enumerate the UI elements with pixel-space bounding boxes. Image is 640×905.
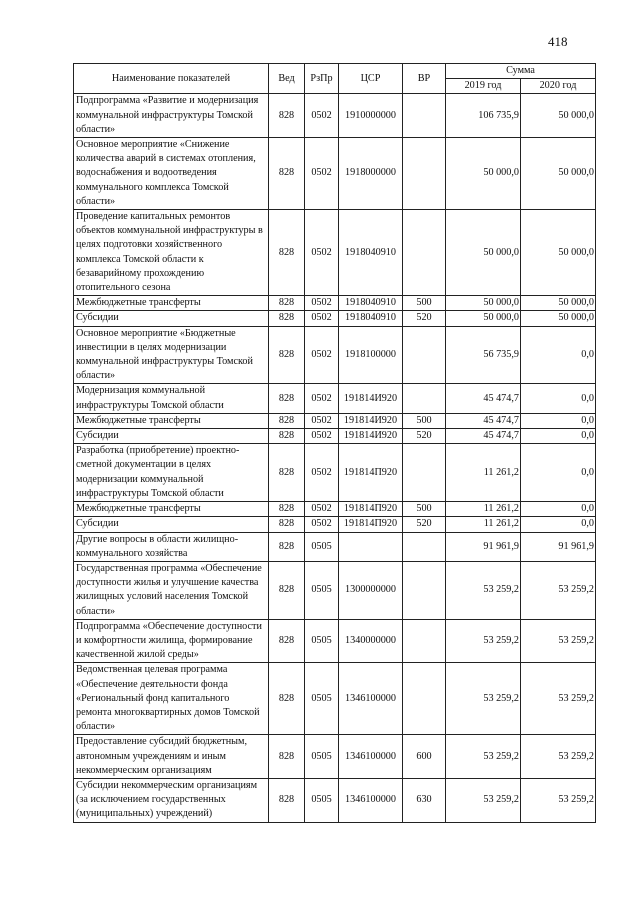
table-row <box>74 561 596 619</box>
cell-2019: 50 000,0 <box>446 138 521 210</box>
cell-2020: 0,0 <box>521 413 596 428</box>
cell-vr <box>403 326 446 384</box>
cell-csr: 191814И920 <box>339 413 403 428</box>
cell-vr <box>403 663 446 735</box>
cell-2020: 0,0 <box>521 502 596 517</box>
table-row <box>74 311 596 326</box>
cell-2019: 50 000,0 <box>446 311 521 326</box>
cell-csr: 1300000000 <box>339 561 403 619</box>
cell-2020: 50 000,0 <box>521 311 596 326</box>
cell-name: Межбюджетные трансферты <box>74 413 269 428</box>
cell-2019: 11 261,2 <box>446 444 521 502</box>
cell-2020: 50 000,0 <box>521 138 596 210</box>
cell-rzpr: 0502 <box>305 413 339 428</box>
cell-2020: 53 259,2 <box>521 778 596 822</box>
header-name: Наименование показателей <box>74 64 269 94</box>
cell-name: Проведение капитальных ремонтов объектов коммунальной инфраструктуры в целях подготовки хозяйственного комплекса Томской области к безаварийному прохождению отопительного сезона <box>74 210 269 296</box>
cell-name: Государственная программа «Обеспечение доступности жилья и улучшение качества жилищных условий населения Томской области» <box>74 561 269 619</box>
cell-2019: 11 261,2 <box>446 502 521 517</box>
cell-vr: 600 <box>403 735 446 779</box>
cell-vr <box>403 384 446 413</box>
cell-vr <box>403 210 446 296</box>
cell-csr: 1346100000 <box>339 735 403 779</box>
cell-csr: 1910000000 <box>339 94 403 138</box>
table-row <box>74 517 596 532</box>
cell-name: Модернизация коммунальной инфраструктуры Томской области <box>74 384 269 413</box>
cell-vr <box>403 532 446 561</box>
cell-ved: 828 <box>269 444 305 502</box>
cell-csr: 1346100000 <box>339 663 403 735</box>
cell-csr: 191814П920 <box>339 444 403 502</box>
cell-2020: 53 259,2 <box>521 663 596 735</box>
cell-ved: 828 <box>269 663 305 735</box>
cell-2020: 0,0 <box>521 384 596 413</box>
cell-2019: 11 261,2 <box>446 517 521 532</box>
page-number: 418 <box>548 34 568 49</box>
cell-csr: 191814П920 <box>339 502 403 517</box>
cell-2020: 50 000,0 <box>521 210 596 296</box>
cell-ved: 828 <box>269 384 305 413</box>
cell-vr: 520 <box>403 311 446 326</box>
cell-2019: 50 000,0 <box>446 210 521 296</box>
cell-2020: 0,0 <box>521 429 596 444</box>
cell-rzpr: 0505 <box>305 561 339 619</box>
cell-name: Предоставление субсидий бюджетным, автономным учреждениям и иным некоммерческим организациям <box>74 735 269 779</box>
table-row <box>74 532 596 561</box>
cell-2020: 53 259,2 <box>521 735 596 779</box>
cell-csr: 191814И920 <box>339 384 403 413</box>
cell-ved: 828 <box>269 138 305 210</box>
cell-name: Подпрограмма «Развитие и модернизация коммунальной инфраструктуры Томской области» <box>74 94 269 138</box>
cell-name: Субсидии <box>74 311 269 326</box>
table-row <box>74 619 596 663</box>
cell-ved: 828 <box>269 619 305 663</box>
cell-name: Субсидии <box>74 517 269 532</box>
cell-vr: 500 <box>403 502 446 517</box>
cell-2019: 91 961,9 <box>446 532 521 561</box>
cell-name: Основное мероприятие «Бюджетные инвестиции в целях модернизации коммунальной инфраструктуры Томской области» <box>74 326 269 384</box>
table-row <box>74 429 596 444</box>
cell-csr: 191814П920 <box>339 517 403 532</box>
cell-rzpr: 0502 <box>305 94 339 138</box>
cell-ved: 828 <box>269 778 305 822</box>
cell-name: Межбюджетные трансферты <box>74 296 269 311</box>
header-sum: Сумма <box>446 64 596 79</box>
cell-rzpr: 0502 <box>305 502 339 517</box>
cell-rzpr: 0505 <box>305 778 339 822</box>
header-ved: Вед <box>269 64 305 94</box>
cell-rzpr: 0502 <box>305 326 339 384</box>
cell-name: Разработка (приобретение) проектно-сметной документации в целях модернизации коммунальной инфраструктуры Томской области <box>74 444 269 502</box>
cell-name: Межбюджетные трансферты <box>74 502 269 517</box>
cell-rzpr: 0505 <box>305 735 339 779</box>
table-row <box>74 778 596 822</box>
cell-name: Ведомственная целевая программа «Обеспечение деятельности фонда «Региональный фонд капитального ремонта многоквартирных домов Томской области» <box>74 663 269 735</box>
cell-rzpr: 0505 <box>305 663 339 735</box>
cell-csr: 191814И920 <box>339 429 403 444</box>
cell-csr: 1918040910 <box>339 311 403 326</box>
cell-2020: 53 259,2 <box>521 561 596 619</box>
cell-ved: 828 <box>269 561 305 619</box>
cell-csr: 1918100000 <box>339 326 403 384</box>
cell-rzpr: 0502 <box>305 296 339 311</box>
cell-rzpr: 0502 <box>305 444 339 502</box>
budget-table <box>73 63 596 823</box>
table-row <box>74 326 596 384</box>
table-row <box>74 663 596 735</box>
cell-rzpr: 0502 <box>305 517 339 532</box>
cell-ved: 828 <box>269 735 305 779</box>
cell-2019: 53 259,2 <box>446 663 521 735</box>
header-vr: ВР <box>403 64 446 94</box>
cell-csr: 1346100000 <box>339 778 403 822</box>
cell-2019: 53 259,2 <box>446 561 521 619</box>
cell-2019: 53 259,2 <box>446 778 521 822</box>
cell-2020: 0,0 <box>521 326 596 384</box>
table-row <box>74 735 596 779</box>
cell-vr: 630 <box>403 778 446 822</box>
cell-vr: 500 <box>403 413 446 428</box>
cell-rzpr: 0505 <box>305 532 339 561</box>
cell-ved: 828 <box>269 326 305 384</box>
cell-2020: 50 000,0 <box>521 94 596 138</box>
cell-2019: 45 474,7 <box>446 384 521 413</box>
header-2020: 2020 год <box>521 79 596 94</box>
cell-vr: 520 <box>403 517 446 532</box>
header-2019: 2019 год <box>446 79 521 94</box>
cell-name: Основное мероприятие «Снижение количества аварий в системах отопления, водоснабжения и водоотведения коммунального комплекса Томской области» <box>74 138 269 210</box>
header-csr: ЦСР <box>339 64 403 94</box>
cell-rzpr: 0502 <box>305 311 339 326</box>
cell-csr: 1918040910 <box>339 210 403 296</box>
cell-vr <box>403 444 446 502</box>
table-row <box>74 502 596 517</box>
cell-2020: 91 961,9 <box>521 532 596 561</box>
cell-2019: 56 735,9 <box>446 326 521 384</box>
cell-name: Подпрограмма «Обеспечение доступности и комфортности жилища, формирование качественной жилой среды» <box>74 619 269 663</box>
cell-2020: 0,0 <box>521 444 596 502</box>
cell-ved: 828 <box>269 517 305 532</box>
cell-2019: 53 259,2 <box>446 619 521 663</box>
cell-2019: 106 735,9 <box>446 94 521 138</box>
cell-vr: 500 <box>403 296 446 311</box>
cell-2020: 53 259,2 <box>521 619 596 663</box>
cell-2019: 45 474,7 <box>446 413 521 428</box>
table-row <box>74 210 596 296</box>
cell-rzpr: 0502 <box>305 138 339 210</box>
cell-ved: 828 <box>269 296 305 311</box>
cell-csr <box>339 532 403 561</box>
cell-2019: 45 474,7 <box>446 429 521 444</box>
cell-vr <box>403 138 446 210</box>
cell-2020: 0,0 <box>521 517 596 532</box>
cell-name: Другие вопросы в области жилищно-коммунального хозяйства <box>74 532 269 561</box>
cell-csr: 1918040910 <box>339 296 403 311</box>
table-row <box>74 413 596 428</box>
table-row <box>74 296 596 311</box>
cell-ved: 828 <box>269 311 305 326</box>
cell-rzpr: 0502 <box>305 429 339 444</box>
cell-rzpr: 0502 <box>305 210 339 296</box>
cell-2019: 50 000,0 <box>446 296 521 311</box>
cell-ved: 828 <box>269 94 305 138</box>
cell-2019: 53 259,2 <box>446 735 521 779</box>
cell-csr: 1918000000 <box>339 138 403 210</box>
cell-name: Субсидии некоммерческим организациям (за исключением государственных (муниципальных) учреждений) <box>74 778 269 822</box>
cell-name: Субсидии <box>74 429 269 444</box>
cell-ved: 828 <box>269 532 305 561</box>
cell-vr: 520 <box>403 429 446 444</box>
cell-ved: 828 <box>269 210 305 296</box>
cell-rzpr: 0502 <box>305 384 339 413</box>
table-row <box>74 384 596 413</box>
cell-ved: 828 <box>269 413 305 428</box>
cell-vr <box>403 561 446 619</box>
table-row <box>74 94 596 138</box>
cell-ved: 828 <box>269 502 305 517</box>
cell-vr <box>403 619 446 663</box>
cell-2020: 50 000,0 <box>521 296 596 311</box>
cell-csr: 1340000000 <box>339 619 403 663</box>
table-row <box>74 444 596 502</box>
cell-rzpr: 0505 <box>305 619 339 663</box>
header-rzpr: РзПр <box>305 64 339 94</box>
cell-vr <box>403 94 446 138</box>
cell-ved: 828 <box>269 429 305 444</box>
table-row <box>74 138 596 210</box>
